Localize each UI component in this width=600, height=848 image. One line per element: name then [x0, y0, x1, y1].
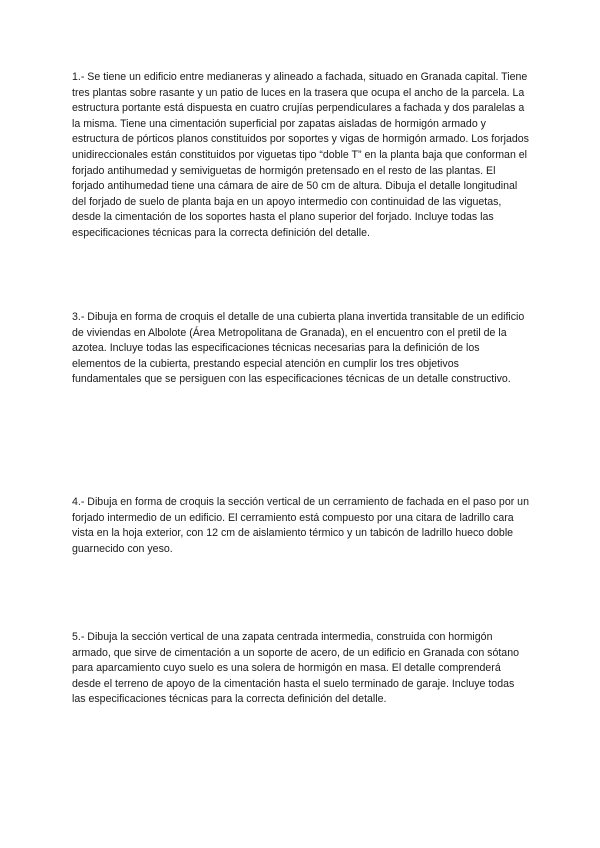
- question-4-paragraph: 4.- Dibuja en forma de croquis la sección vertical de un cerramiento de fachada en el paso por un forjado intermedio de un edificio. El cerramiento está compuesto por una citara de ladrillo cara vista en la hoja exterior, con 12 cm de aislamiento térmico y un tabicón de ladrillo hueco doble guarnecido con yeso.: [72, 496, 529, 555]
- question-3-paragraph: 3.- Dibuja en forma de croquis el detalle de una cubierta plana invertida transitable de un edificio de viviendas en Albolote (Área Metropolitana de Granada), en el encuentro con el pretil de la azotea. Incluye todas las especificaciones técnicas necesarias para la definición de los elementos de la cubierta, prestando especial atención en cumplir los tres objetivos fundamentales que se persiguen con las especificaciones técnicas de un detalle constructivo.: [72, 311, 525, 386]
- question-5-paragraph: 5.- Dibuja la sección vertical de una zapata centrada intermedia, construida con hormigón armado, que sirve de cimentación a un soporte de acero, de un edificio en Granada con sótano para aparcamiento cuyo suelo es una solera de hormigón en masa. El detalle comprenderá desde el terreno de apoyo de la cimentación hasta el suelo terminado de garaje. Incluye todas las especificaciones técnicas para la correcta definición del detalle.: [72, 631, 519, 706]
- question-1-paragraph: 1.- Se tiene un edificio entre medianeras y alineado a fachada, situado en Granada capital. Tiene tres plantas sobre rasante y un patio de luces en la trasera que ocupa el ancho de la parcela. La estructura portante está dispuesta en cuatro crujías perpendiculares a fachada y dos paralelas a la misma. Tiene una cimentación superficial por zapatas aisladas de hormigón armado y estructura de pórticos planos constituidos por soportes y vigas de hormigón armado. Los forjados unidireccionales están constituidos por viguetas tipo “doble T” en la planta baja que conforman el forjado antihumedad y semiviguetas de hormigón pretensado en el resto de las plantas. El forjado antihumedad tiene una cámara de aire de 50 cm de altura. Dibuja el detalle longitudinal del forjado de suelo de planta baja en un apoyo intermedio con continuidad de las viguetas, desde la cimentación de los soportes hasta el plano superior del forjado. Incluye todas las especificaciones técnicas para la correcta definición del detalle.: [72, 71, 529, 239]
